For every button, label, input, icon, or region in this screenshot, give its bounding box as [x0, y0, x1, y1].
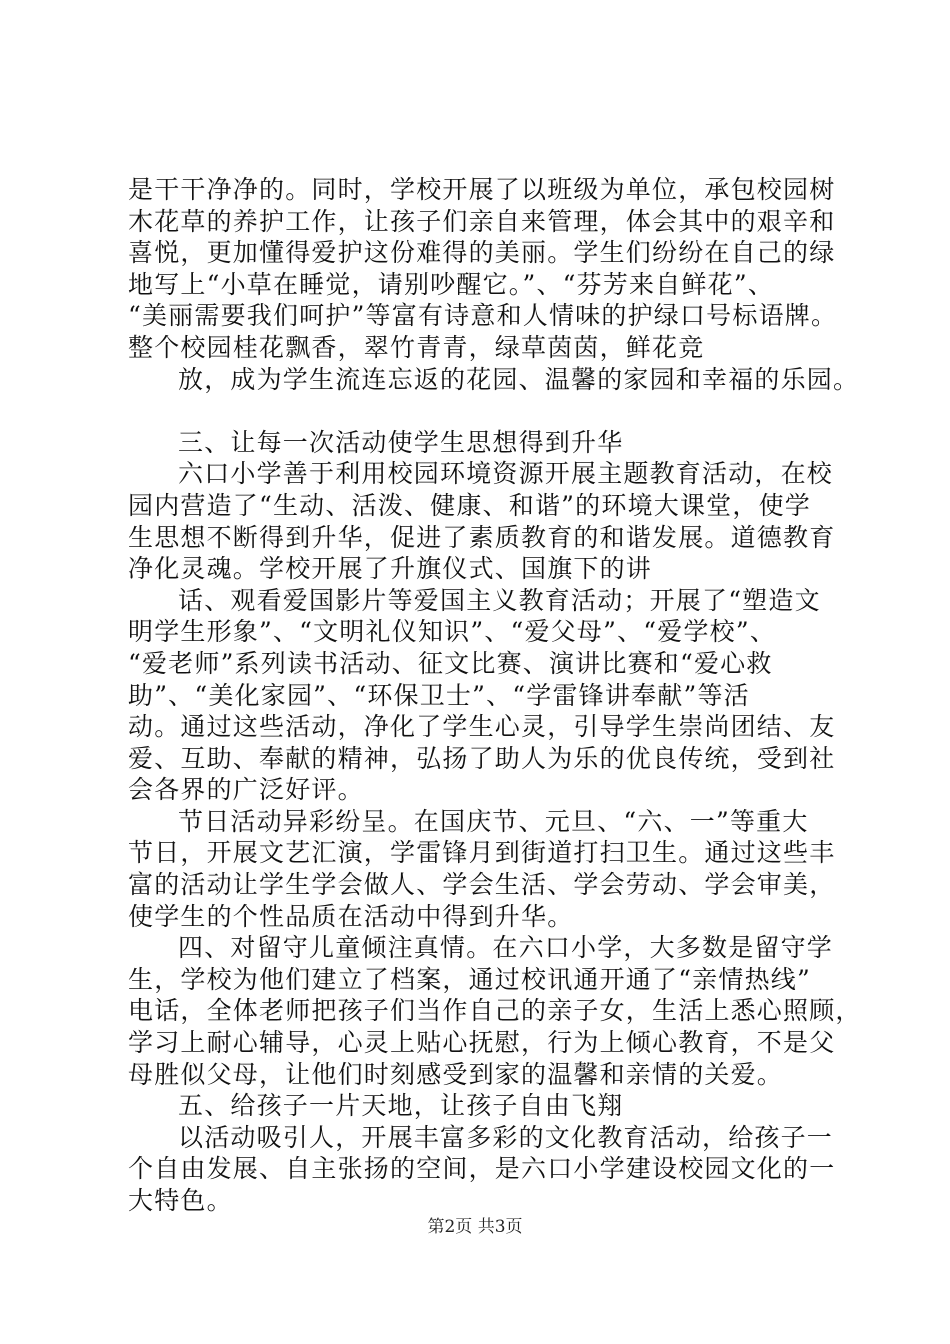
text-line: 生，学校为他们建立了档案，通过校讯通开通了“亲情热线”: [128, 964, 811, 994]
text-line: 使学生的个性品质在活动中得到升华。: [128, 901, 574, 931]
section-heading: 五、给孩子一片天地，让孩子自由飞翔: [178, 1091, 624, 1121]
text-line: 大特色。: [128, 1186, 233, 1215]
text-line: 木花草的养护工作，让孩子们亲自来管理，体会其中的艰辛和: [128, 206, 836, 236]
text-line: 电话，全体老师把孩子们当作自己的亲子女，生活上悉心照顾，: [128, 996, 862, 1026]
text-line: 话、观看爱国影片等爱国主义教育活动；开展了“塑造文: [178, 585, 821, 615]
text-line: 整个校园桂花飘香，翠竹青青，绿草茵茵，鲜花竞: [128, 332, 705, 362]
text-line: “爱老师”系列读书活动、征文比赛、演讲比赛和“爱心救: [128, 648, 773, 678]
text-line: “美丽需要我们呵护”等富有诗意和人情味的护绿口号标语牌。: [128, 301, 838, 331]
text-line: 学习上耐心辅导，心灵上贴心抚慰，行为上倾心教育，不是父: [128, 1028, 836, 1058]
text-line: 园内营造了“生动、活泼、健康、和谐”的环境大课堂，使学: [128, 490, 811, 520]
paragraph-start: 节日活动异彩纷呈。在国庆节、元旦、“六、一”等重大: [178, 806, 809, 836]
document-body: [128, 174, 862, 1217]
page-footer: 第2页 共3页: [427, 1217, 523, 1237]
text-line: 是干干净净的。同时，学校开展了以班级为单位，承包校园树: [128, 175, 836, 204]
text-line: 放，成为学生流连忘返的花园、温馨的家园和幸福的乐园。: [178, 364, 860, 394]
paragraph-start: 以活动吸引人，开展丰富多彩的文化教育活动，给孩子一: [178, 1122, 834, 1152]
text-line: 地写上“小草在睡觉，请别吵醒它。”、“芬芳来自鲜花”、: [128, 269, 775, 299]
text-line: 富的活动让学生学会做人、学会生活、学会劳动、学会审美，: [128, 870, 836, 900]
text-line: 动。通过这些活动，净化了学生心灵，引导学生崇尚团结、友: [128, 712, 836, 742]
text-line: 母胜似父母，让他们时刻感受到家的温馨和亲情的关爱。: [128, 1059, 784, 1089]
text-line: 助”、“美化家园”、“环保卫士”、“学雷锋讲奉献”等活: [128, 680, 750, 710]
section-heading: 三、让每一次活动使学生思想得到升华: [178, 427, 624, 457]
text-line: 个自由发展、自主张扬的空间，是六口小学建设校园文化的一: [128, 1154, 836, 1184]
paragraph-start: 六口小学善于利用校园环境资源开展主题教育活动，在校: [178, 459, 834, 489]
text-line: 爱、互助、奉献的精神，弘扬了助人为乐的优良传统，受到社: [128, 743, 836, 773]
blank-line: [128, 395, 848, 427]
text-line: 明学生形象”、“文明礼仪知识”、“爱父母”、“爱学校”、: [128, 617, 777, 647]
section-heading: 四、对留守儿童倾注真情。在六口小学，大多数是留守学: [178, 933, 834, 963]
text-line: 喜悦，更加懂得爱护这份难得的美丽。学生们纷纷在自己的绿: [128, 238, 836, 268]
text-line: 生思想不断得到升华，促进了素质教育的和谐发展。道德教育: [128, 522, 836, 552]
text-line: 净化灵魂。学校开展了升旗仪式、国旗下的讲: [128, 554, 653, 584]
text-line: 会各界的广泛好评。: [128, 775, 364, 805]
text-line: 节日，开展文艺汇演，学雷锋月到街道打扫卫生。通过这些丰: [128, 838, 836, 868]
